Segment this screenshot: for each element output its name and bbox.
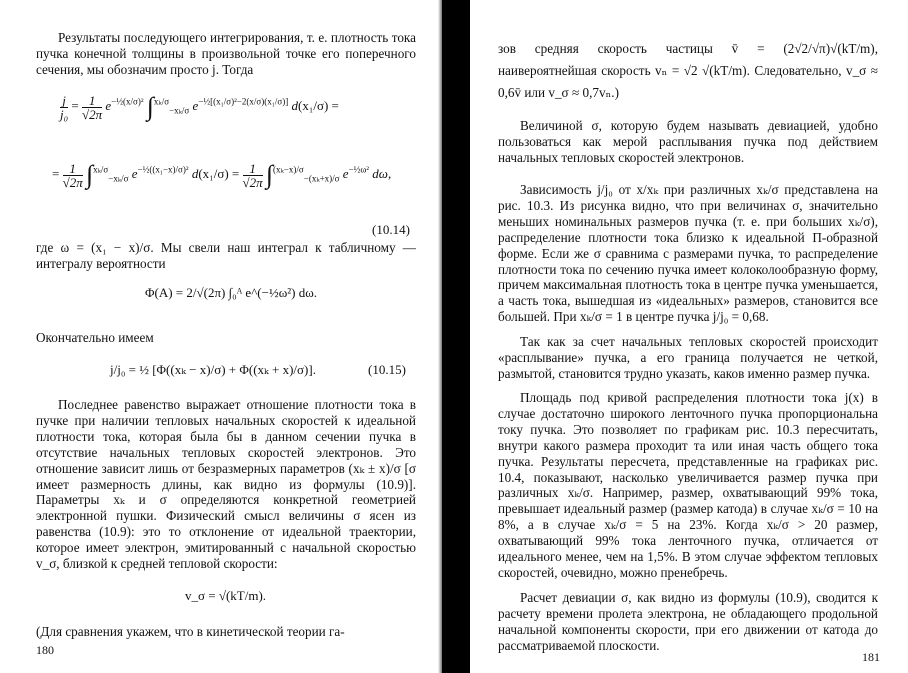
left-finally-label: Окончательно имеем — [36, 330, 154, 345]
probability-integral: Φ(A) = 2/√(2π) ∫₀ᴬ e^(−½ω²) dω. — [145, 285, 318, 300]
equation-10-14-line1: $\frac{j}{\text{j₀}}$ = $\frac{1}{√2\pi}$ $e^{-\frac{1}{2}(x/\sigma)^2}$ ∫$^{x_k/\sigma}_{-x_k/\sigma}$ $e^{-\frac{1}{2}[(x_1/\sigma)^2-2(x/\sigma)(x_1/\sigma)]}$ d(x₁/σ) = — [60, 92, 339, 122]
left-paragraph-3: (Для сравнения укажем, что в кинетической теории га- — [36, 624, 345, 639]
right-paragraph-2: Зависимость j/j₀ от x/xₖ при различных xₖ/σ представлена на рис. 10.3. Из рисунка видно, что при величинах σ, значительно меньших номинальных размеров пучка (т. е. при больших xₖ/σ), распределение плотности тока близко к идеальной П-образной форме. Если же σ сравнима с размерами пучка, то распределение плотности тока по сечению пучка имеет колоколообразную форму, причем максимальная плотность тока в центре пучка уменьшается, а часть тока, вышедшая из «идеальных» размеров, становится все большей. При xₖ/σ = 1 в центре пучка j/j₀ = 0,68. — [498, 182, 878, 325]
right-paragraph-1: Величиной σ, которую будем называть девиацией, удобно пользоваться как мерой расплывания пучка под действием начальных тепловых скоростей электронов. — [498, 118, 878, 165]
right-paragraph-4: Площадь под кривой распределения плотности тока j(x) в случае достаточно широкого ленточного пучка пропорциональна току пучка. Это позволяет по графикам рис. 10.3 пересчитать, внутри какого размера проходит та или иная часть общего тока пучка. Результаты пересчета, представленные на графиках рис. 10.4, показывают, насколько увеличивается размер пучка при различных xₖ/σ. Например, размер, охватывающий 99% тока, превышает идеальный размер (размер катода) в случае xₖ/σ = 10 на 8%, а в случае xₖ/σ = 5 на 23%. Когда xₖ/σ > 20 размер, охватывающий 99% тока ленточного пучка, отличается от идеального менее, чем на 1,5%. В этом случае эффектом тепловых скоростей, очевидно, можно пренебречь. — [498, 390, 878, 580]
equation-number-10-15: (10.15) — [368, 362, 406, 377]
equation-10-14-line2: = $\frac{1}{√2\pi}$ ∫$^{x_k/\sigma}_{-x_k/\sigma}$ $e^{-\frac{1}{2}((x_1-x)/\sigma)^2}$ d(x₁/σ) = $\frac{1}{√2\pi}$ ∫$^{(x_k-x)/\sigma}_{-(x_k+x)/\sigma}$ $e^{-\frac{1}{2}\omega^2}$ dω, — [52, 160, 392, 190]
left-paragraph-1: Результаты последующего интегрирования, т. е. плотность тока пучка конечной толщины в произвольной точке его поперечного сечения, мы обозначим просто j. Тогда — [36, 30, 416, 77]
right-page — [470, 0, 908, 673]
right-paragraph-3: Так как за счет начальных тепловых скоростей происходит «расплывание» пучка, а его граница получается не четкой, размытой, становится трудно указать, каков именно размер пучка. — [498, 334, 878, 381]
left-where-text: где ω = (x₁ − x)/σ. Мы свели наш интеграл к табличному — интегралу вероятности — [36, 240, 416, 271]
left-page — [0, 0, 442, 673]
equation-10-15: j/j₀ = ½ [Φ((xₖ − x)/σ) + Φ((xₖ + x)/σ)]. — [110, 362, 316, 377]
book-gutter — [442, 0, 470, 673]
equation-number-10-14: (10.14) — [372, 222, 410, 237]
right-continued-line: зов средняя скорость частицы v̄ = (2√2/√π)√(kT/m), наивероятнейшая скорость vₙ = √2 √(kT/m). Следовательно, v_σ ≈ 0,6v̄ или v_σ ≈ 0,7vₙ.) — [498, 41, 878, 100]
v-sigma-formula: v_σ = √(kT/m). — [185, 588, 267, 603]
right-paragraph-5: Расчет девиации σ, как видно из формулы (10.9), сводится к расчету времени пролета электрона, не обладающего продольной начальной компоненты скорости, при его движении от катода до рассматриваемой плоскости. — [498, 590, 878, 653]
page-number-right: 181 — [862, 650, 880, 664]
left-paragraph-2: Последнее равенство выражает отношение плотности тока в пучке при наличии тепловых начальных скоростей к идеальной плотности тока, которая была бы в данном сечении пучка в отсутствие начальных тепловых скоростей электронов. Это отношение зависит лишь от безразмерных параметров (xₖ ± x)/σ [σ имеет размерность длины, как видно из формулы (10.9)]. Параметры xₖ и σ определяются конкретной геометрией электронной пушки. Физический смысл величины σ ясен из равенства (10.9): это то отклонение от идеальной траектории, которое имеет электрон, эмитированный с начальной скоростью v_σ, близкой к средней тепловой скорости: — [36, 397, 416, 572]
page-number-left: 180 — [36, 643, 54, 657]
